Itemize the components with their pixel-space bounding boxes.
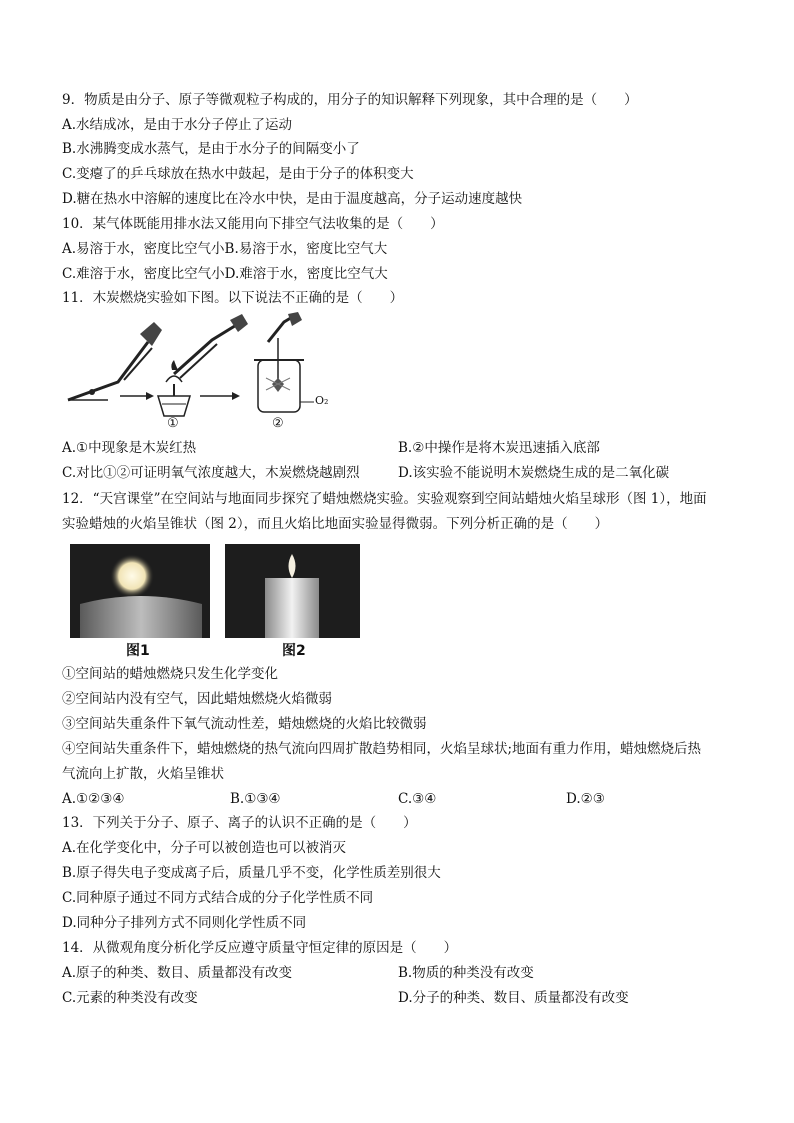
q14-option-a: A.原子的种类、数目、质量都没有改变 [62, 965, 293, 981]
q9-option-d: D.糖在热水中溶解的速度比在冷水中快，是由于温度越高，分子运动速度越快 [62, 191, 523, 207]
q14-stem: 14．从微观角度分析化学反应遵守质量守恒定律的原因是（ ） [62, 940, 458, 956]
q14-option-b: B.物质的种类没有改变 [398, 965, 534, 981]
q12-stem-line2: 实验蜡烛的火焰呈锥状（图 2），而且火焰比地面实验显得微弱。下列分析正确的是（ ） [62, 516, 609, 532]
q13-option-b: B.原子得失电子变成离子后，质量几乎不变，化学性质差别很大 [62, 865, 441, 881]
figure-2-photo [225, 544, 360, 638]
q10-stem: 10．某气体既能用排水法又能用向下排空气法收集的是（ ） [62, 216, 444, 232]
q13-stem: 13．下列关于分子、原子、离子的认识不正确的是（ ） [62, 815, 417, 831]
oxygen-label: O₂ [315, 394, 329, 407]
q12-option-b: B.①③④ [230, 791, 281, 807]
q12-statement-4-line2: 气流向上扩散，火焰呈锥状 [62, 766, 224, 782]
q12-statement-2: ②空间站内没有空气，因此蜡烛燃烧火焰微弱 [62, 691, 332, 707]
q10-options-ab: A.易溶于水，密度比空气小B.易溶于水，密度比空气大 [62, 241, 388, 257]
figure-mark-2: ② [272, 416, 284, 431]
q12-statement-4-line1: ④空间站失重条件下，蜡烛燃烧的热气流向四周扩散趋势相同，火焰呈球状;地面有重力作用，蜡烛燃烧后热 [62, 741, 702, 757]
q14-option-c: C.元素的种类没有改变 [62, 990, 198, 1006]
q9-option-c: C.变瘪了的乒乓球放在热水中鼓起，是由于分子的体积变大 [62, 166, 414, 182]
q11-option-c: C.对比①②可证明氧气浓度越大，木炭燃烧越剧烈 [62, 465, 360, 481]
q13-option-c: C.同种原子通过不同方式结合成的分子化学性质不同 [62, 890, 374, 906]
q12-stem-line1: 12．“天宫课堂”在空间站与地面同步探究了蜡烛燃烧实验。实验观察到空间站蜡烛火焰呈球形（图 1），地面 [62, 491, 707, 507]
figure-1-photo [70, 544, 210, 638]
q9-stem: 9．物质是由分子、原子等微观粒子构成的，用分子的知识解释下列现象，其中合理的是（ ） [62, 92, 638, 108]
q12-option-a: A.①②③④ [62, 791, 125, 807]
q11-option-a: A.①中现象是木炭红热 [62, 440, 197, 456]
q13-option-a: A.在化学变化中，分子可以被创造也可以被消灭 [62, 840, 347, 856]
ground-candle-image [225, 544, 360, 638]
q11-stem: 11．木炭燃烧实验如下图。以下说法不正确的是（ ） [62, 290, 404, 306]
q13-option-d: D.同种分子排列方式不同则化学性质不同 [62, 915, 307, 931]
q12-option-c: C.③④ [398, 791, 437, 807]
q11-option-b: B.②中操作是将木炭迅速插入底部 [398, 440, 600, 456]
charcoal-experiment-figure [62, 312, 332, 434]
q10-options-cd: C.难溶于水，密度比空气小D.难溶于水，密度比空气大 [62, 266, 388, 282]
q12-statement-3: ③空间站失重条件下氧气流动性差，蜡烛燃烧的火焰比较微弱 [62, 716, 427, 732]
figure-2-caption: 图2 [282, 643, 306, 659]
space-candle-image [70, 544, 210, 638]
q11-option-d: D.该实验不能说明木炭燃烧生成的是二氧化碳 [398, 465, 670, 481]
q12-option-d: D.②③ [566, 791, 605, 807]
figure-mark-1: ① [167, 416, 179, 431]
q9-option-a: A.水结成冰，是由于水分子停止了运动 [62, 117, 293, 133]
figure-1-caption: 图1 [126, 643, 150, 659]
q9-option-b: B.水沸腾变成水蒸气，是由于水分子的间隔变小了 [62, 141, 360, 157]
q14-option-d: D.分子的种类、数目、质量都没有改变 [398, 990, 629, 1006]
q12-statement-1: ①空间站的蜡烛燃烧只发生化学变化 [62, 666, 278, 682]
charcoal-experiment-drawing [62, 312, 332, 434]
